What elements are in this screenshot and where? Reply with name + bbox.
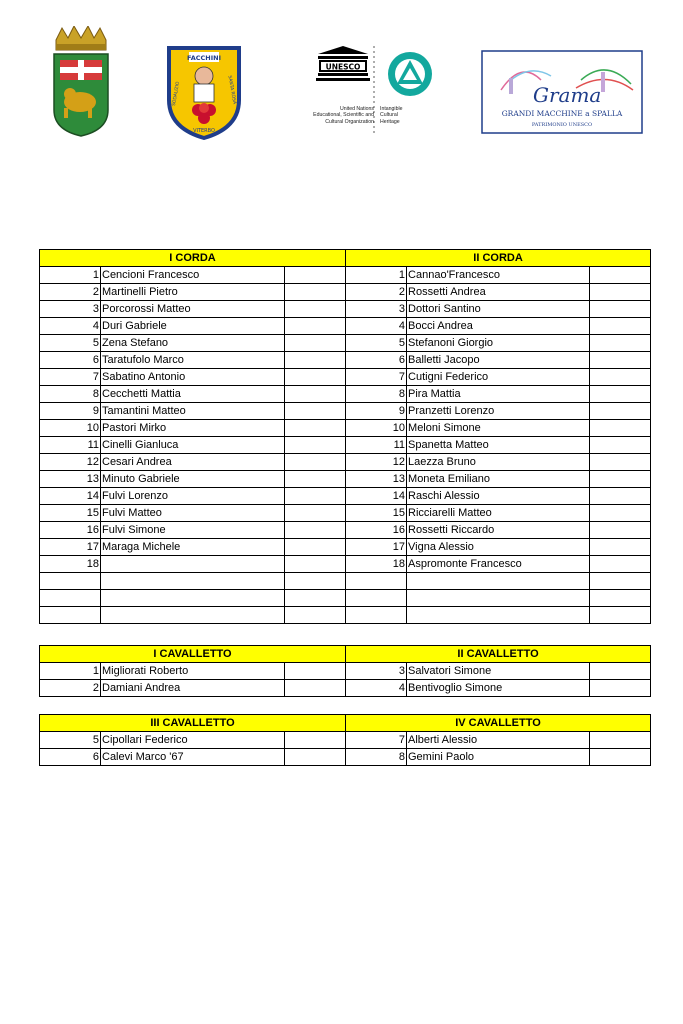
left-name-cell: Porcorossi Matteo [101,301,285,318]
unesco-org-text: United Nations Educational, Scientific and Cultural Organization [313,106,374,125]
table-row [40,607,651,624]
right-extra-cell [590,749,651,766]
right-extra-cell [590,284,651,301]
table-row [40,539,651,556]
left-extra-cell [285,318,346,335]
cavalletto-a-table [39,645,651,697]
left-number-cell: 13 [40,471,101,488]
right-number-cell: 13 [346,471,407,488]
right-name-cell: Rossetti Riccardo [407,522,590,539]
right-name-cell: Moneta Emiliano [407,471,590,488]
right-extra-cell [590,403,651,420]
left-number-cell: 17 [40,539,101,556]
left-name-cell: Migliorati Roberto [101,663,285,680]
right-name-cell: Laezza Bruno [407,454,590,471]
left-number-cell [40,590,101,607]
left-extra-cell [285,471,346,488]
right-name-cell: Bentivoglio Simone [407,680,590,697]
table-row [40,403,651,420]
table-row [40,522,651,539]
left-number-cell: 10 [40,420,101,437]
right-number-cell: 7 [346,732,407,749]
right-name-cell: Bocci Andrea [407,318,590,335]
table-row [40,749,651,766]
left-number-cell [40,607,101,624]
right-number-cell: 17 [346,539,407,556]
table-row [40,386,651,403]
right-extra-cell [590,301,651,318]
svg-text:VITERBO: VITERBO [193,128,215,134]
left-number-cell: 12 [40,454,101,471]
left-name-cell: Tamantini Matteo [101,403,285,420]
left-name-cell: Cencioni Francesco [101,267,285,284]
left-extra-cell [285,556,346,573]
left-extra-cell [285,539,346,556]
left-extra-cell [285,386,346,403]
left-name-cell [101,590,285,607]
right-name-cell [407,607,590,624]
left-name-cell [101,607,285,624]
left-extra-cell [285,732,346,749]
left-number-cell: 3 [40,301,101,318]
left-name-cell: Calevi Marco '67 [101,749,285,766]
left-name-cell: Maraga Michele [101,539,285,556]
cavalletto-a-left-header: I CAVALLETTO [40,646,346,663]
left-number-cell: 14 [40,488,101,505]
right-name-cell [407,573,590,590]
left-extra-cell [285,680,346,697]
right-name-cell: Pranzetti Lorenzo [407,403,590,420]
left-number-cell: 4 [40,318,101,335]
right-extra-cell [590,522,651,539]
left-extra-cell [285,454,346,471]
left-extra-cell [285,420,346,437]
right-name-cell [407,590,590,607]
left-extra-cell [285,663,346,680]
right-extra-cell [590,488,651,505]
table-row [40,369,651,386]
right-number-cell: 4 [346,680,407,697]
table-row [40,301,651,318]
grama-logo-icon [481,50,643,134]
right-name-cell: Stefanoni Giorgio [407,335,590,352]
table-row [40,267,651,284]
right-extra-cell [590,590,651,607]
left-number-cell: 1 [40,267,101,284]
left-number-cell: 1 [40,663,101,680]
right-number-cell: 1 [346,267,407,284]
left-name-cell: Sabatino Antonio [101,369,285,386]
right-extra-cell [590,267,651,284]
right-number-cell: 7 [346,369,407,386]
left-name-cell: Fulvi Simone [101,522,285,539]
right-name-cell: Ricciarelli Matteo [407,505,590,522]
right-number-cell: 16 [346,522,407,539]
left-extra-cell [285,607,346,624]
table-row [40,454,651,471]
right-extra-cell [590,454,651,471]
left-number-cell: 5 [40,335,101,352]
left-number-cell: 6 [40,749,101,766]
left-name-cell: Zena Stefano [101,335,285,352]
left-number-cell: 7 [40,369,101,386]
left-name-cell: Cipollari Federico [101,732,285,749]
table-row [40,505,651,522]
corda-table [39,249,651,624]
right-extra-cell [590,335,651,352]
right-extra-cell [590,386,651,403]
table-row [40,590,651,607]
left-extra-cell [285,749,346,766]
left-name-cell: Fulvi Matteo [101,505,285,522]
right-extra-cell [590,680,651,697]
left-name-cell: Cinelli Gianluca [101,437,285,454]
table-row [40,471,651,488]
right-extra-cell [590,607,651,624]
right-name-cell: Balletti Jacopo [407,352,590,369]
svg-text:SODALIZIO: SODALIZIO [171,81,182,107]
left-number-cell: 18 [40,556,101,573]
right-name-cell: Aspromonte Francesco [407,556,590,573]
left-name-cell [101,573,285,590]
table-row [40,556,651,573]
svg-text:SANTA ROSA: SANTA ROSA [226,75,237,105]
left-name-cell: Pastori Mirko [101,420,285,437]
left-number-cell: 6 [40,352,101,369]
left-extra-cell [285,403,346,420]
left-name-cell: Minuto Gabriele [101,471,285,488]
right-number-cell [346,607,407,624]
right-number-cell: 8 [346,386,407,403]
right-number-cell: 14 [346,488,407,505]
left-number-cell: 16 [40,522,101,539]
logo-header [0,0,683,150]
right-extra-cell [590,505,651,522]
corda-left-header: I CORDA [40,250,346,267]
left-name-cell: Cesari Andrea [101,454,285,471]
unesco-heritage-text: Intangible Cultural Heritage [380,106,403,125]
left-extra-cell [285,522,346,539]
table-row [40,437,651,454]
right-name-cell: Rossetti Andrea [407,284,590,301]
table-row [40,732,651,749]
table-header-row [40,250,651,267]
right-name-cell: Dottori Santino [407,301,590,318]
right-number-cell: 18 [346,556,407,573]
right-name-cell: Raschi Alessio [407,488,590,505]
svg-text:GRANDI MACCHINE a SPALLA: GRANDI MACCHINE a SPALLA [501,109,623,118]
right-extra-cell [590,471,651,488]
svg-text:Grama: Grama [533,83,602,107]
right-name-cell: Meloni Simone [407,420,590,437]
left-number-cell: 11 [40,437,101,454]
right-name-cell: Gemini Paolo [407,749,590,766]
right-name-cell: Pira Mattia [407,386,590,403]
facchini-santa-rosa-icon [165,44,243,140]
left-extra-cell [285,301,346,318]
left-extra-cell [285,437,346,454]
cavalletto-a-right-header: II CAVALLETTO [346,646,651,663]
left-number-cell: 8 [40,386,101,403]
right-name-cell: Vigna Alessio [407,539,590,556]
right-name-cell: Spanetta Matteo [407,437,590,454]
right-extra-cell [590,369,651,386]
right-number-cell: 10 [346,420,407,437]
left-name-cell: Damiani Andrea [101,680,285,697]
left-extra-cell [285,335,346,352]
right-number-cell: 8 [346,749,407,766]
right-name-cell: Cutigni Federico [407,369,590,386]
left-number-cell: 2 [40,284,101,301]
unesco-logo [282,44,442,136]
table-row [40,680,651,697]
left-extra-cell [285,352,346,369]
table-row [40,663,651,680]
table-header-row [40,715,651,732]
right-extra-cell [590,732,651,749]
right-number-cell: 4 [346,318,407,335]
right-name-cell: Salvatori Simone [407,663,590,680]
table-header-row [40,646,651,663]
left-extra-cell [285,505,346,522]
right-extra-cell [590,352,651,369]
left-name-cell: Martinelli Pietro [101,284,285,301]
table-row [40,488,651,505]
city-coat-of-arms-icon [50,26,112,138]
svg-text:FACCHINI: FACCHINI [187,54,221,62]
table-row [40,284,651,301]
right-extra-cell [590,663,651,680]
left-number-cell [40,573,101,590]
right-extra-cell [590,573,651,590]
right-number-cell: 12 [346,454,407,471]
right-extra-cell [590,420,651,437]
right-number-cell: 9 [346,403,407,420]
right-number-cell: 3 [346,663,407,680]
right-extra-cell [590,556,651,573]
right-name-cell: Alberti Alessio [407,732,590,749]
corda-right-header: II CORDA [346,250,651,267]
right-extra-cell [590,318,651,335]
svg-text:PATRIMONIO UNESCO: PATRIMONIO UNESCO [531,122,593,128]
right-number-cell [346,590,407,607]
right-extra-cell [590,539,651,556]
left-name-cell [101,556,285,573]
left-extra-cell [285,284,346,301]
right-number-cell: 15 [346,505,407,522]
cavalletto-b-table [39,714,651,766]
left-extra-cell [285,488,346,505]
table-row [40,335,651,352]
right-name-cell: Cannao'Francesco [407,267,590,284]
table-row [40,573,651,590]
left-extra-cell [285,369,346,386]
svg-text:UNESCO: UNESCO [325,62,361,72]
left-extra-cell [285,573,346,590]
right-number-cell: 5 [346,335,407,352]
left-number-cell: 9 [40,403,101,420]
left-number-cell: 15 [40,505,101,522]
right-number-cell: 6 [346,352,407,369]
right-extra-cell [590,437,651,454]
right-number-cell: 3 [346,301,407,318]
left-name-cell: Fulvi Lorenzo [101,488,285,505]
cavalletto-b-right-header: IV CAVALLETTO [346,715,651,732]
table-row [40,420,651,437]
left-name-cell: Duri Gabriele [101,318,285,335]
left-extra-cell [285,267,346,284]
left-number-cell: 2 [40,680,101,697]
right-number-cell: 2 [346,284,407,301]
left-extra-cell [285,590,346,607]
cavalletto-b-left-header: III CAVALLETTO [40,715,346,732]
table-row [40,352,651,369]
left-name-cell: Cecchetti Mattia [101,386,285,403]
right-number-cell: 11 [346,437,407,454]
left-name-cell: Taratufolo Marco [101,352,285,369]
left-number-cell: 5 [40,732,101,749]
table-row [40,318,651,335]
right-number-cell [346,573,407,590]
